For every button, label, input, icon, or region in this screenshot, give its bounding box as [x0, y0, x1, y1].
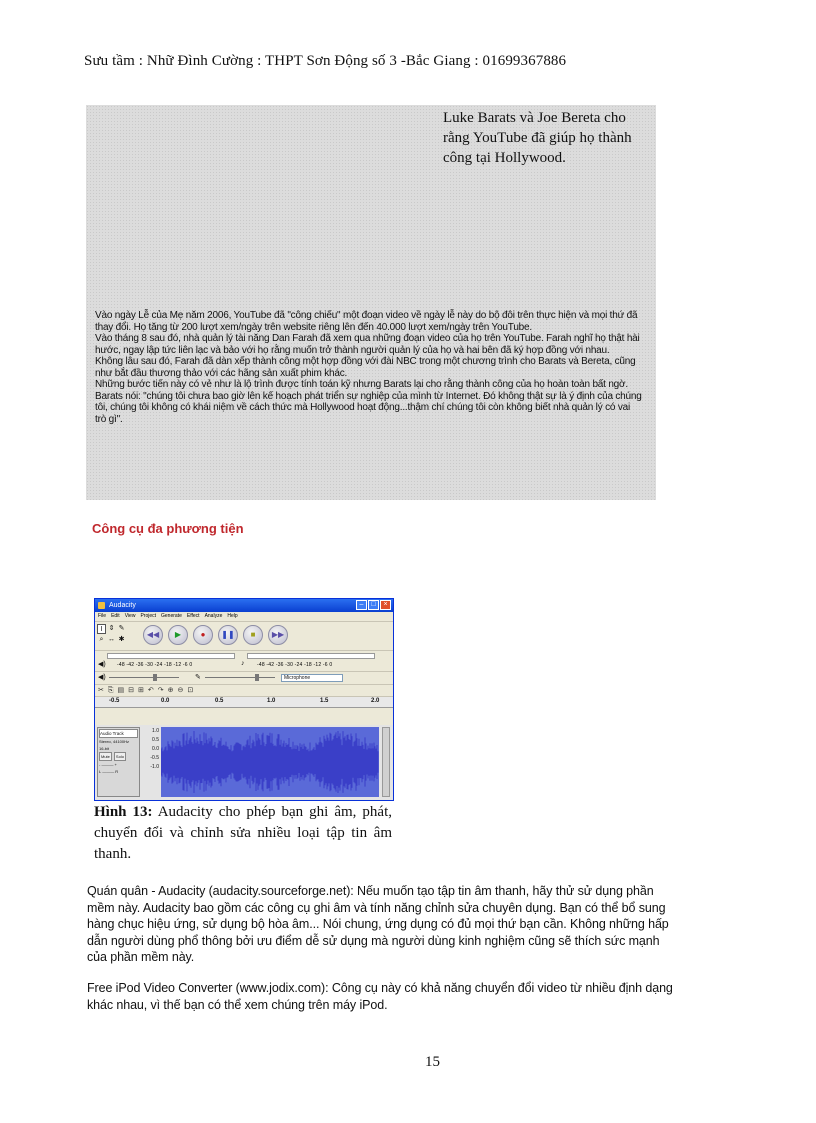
track-info-panel: [97, 727, 140, 797]
photo-placeholder-box: [86, 105, 656, 500]
trim-icon: ⊟: [128, 687, 134, 694]
skip-start-icon: ◀◀: [143, 625, 163, 645]
stop-icon: ■: [243, 625, 263, 645]
ruler-tick: 1.5: [320, 698, 329, 704]
audacity-titlebar: [95, 599, 393, 612]
track-area: [95, 725, 393, 800]
track-y-axis: [141, 727, 159, 797]
section-title: Công cụ đa phương tiện: [92, 521, 244, 536]
solo-button: Solo: [115, 754, 124, 759]
page-header: Sưu tầm : Nhữ Đình Cường : THPT Sơn Động số 3 -Bắc Giang : 01699367886: [84, 53, 567, 69]
figure-text: Audacity cho phép bạn ghi âm, phát, chuyển đổi và chỉnh sửa nhiều loại tập tin âm thanh.: [94, 804, 393, 862]
menu-project: Project: [140, 613, 156, 619]
volume-icon: ◀): [98, 674, 106, 681]
multi-tool-icon: ✱: [118, 636, 125, 643]
menu-edit: Edit: [111, 613, 120, 619]
output-volume-knob: [153, 674, 157, 681]
draw-tool-icon: ✎: [118, 625, 125, 632]
minimize-icon: –: [356, 600, 367, 610]
audio-meters: [95, 651, 393, 672]
maximize-icon: □: [368, 600, 379, 610]
y-tick: -1.0: [150, 764, 159, 770]
story-paragraph: Không lâu sau đó, Farah đã dàn xếp thành công một hợp đồng với đài NBC trong một chương trình cho Barats và Bereta, cũng như bắt đầu thương thảo với các hãng sản xuất phim khác.: [95, 356, 636, 379]
mixer-toolbar: [95, 672, 393, 685]
input-volume-knob: [255, 674, 259, 681]
silence-icon: ⊞: [137, 687, 144, 694]
play-icon: ▶: [168, 625, 188, 645]
audacity-screenshot: [94, 598, 394, 801]
gain-slider: - ——— +: [99, 762, 117, 767]
menu-effect: Effect: [186, 613, 200, 619]
close-icon: ×: [380, 600, 391, 610]
redo-icon: ↷: [157, 687, 164, 694]
paragraph-ipod-converter: Free iPod Video Converter (www.jodix.com): Công cụ này có khả năng chuyển đổi video từ nhiều định dạng khác nhau, vì thế bạn có thể xem chúng trên máy iPod.: [87, 981, 673, 1012]
selection-tool-icon: I: [97, 624, 106, 634]
zoom-tool-icon: ⌕: [99, 636, 104, 643]
audacity-app-icon: [98, 602, 105, 609]
paragraph-audacity: Quán quân - Audacity (audacity.sourceforge.net): Nếu muốn tạo tập tin âm thanh, hãy thử sử dụng phần mềm này. Audacity bao gồm các công cụ ghi âm và tính năng chỉnh sửa chuyên dụng. Bạn có thể bổ sung hàng chục hiệu ứng, sử dụng bộ hòa âm... Nói chung, ứng dụng có đủ mọi thứ bạn cần. Không những hấp dẫn người dùng phổ thông bởi ưu điểm dễ sử dụng mà người dùng kinh nghiệm cũng sẽ thích sức mạnh của phần mềm này.: [87, 884, 669, 964]
figure-caption: [94, 802, 392, 865]
menu-file: File: [98, 613, 107, 619]
input-source-select: Microphone: [281, 674, 343, 682]
timeshift-tool-icon: ↔: [108, 636, 115, 643]
audacity-toolbar: [95, 622, 393, 651]
timeline-ruler: [95, 697, 393, 708]
menu-generate: Generate: [161, 613, 182, 619]
playback-meter: [107, 653, 235, 659]
microphone-icon: ♪: [241, 660, 245, 667]
record-icon: ●: [193, 625, 213, 645]
ruler-tick: 0.5: [215, 698, 224, 704]
zoom-out-icon: ⊖: [177, 687, 184, 694]
y-tick: -0.5: [150, 755, 159, 761]
y-tick: 0.0: [152, 746, 159, 752]
page-number: 15: [425, 1054, 440, 1070]
edit-toolbar: [95, 685, 393, 697]
track-name: Audio Track: [99, 729, 138, 738]
figure-label: Hình 13:: [94, 804, 153, 820]
track-rate: Stereo, 44100Hz: [99, 739, 130, 744]
photo-caption: Luke Barats và Joe Bereta cho rằng YouTube đã giúp họ thành công tại Hollywood.: [443, 110, 632, 166]
track-format: 16-bit: [99, 746, 110, 751]
menu-help: Help: [227, 613, 238, 619]
story-paragraph: Những bước tiến này có vẻ như là lộ trình được tính toán kỹ nhưng Barats lại cho rằng thành công của họ hoàn toàn bất ngờ. Barats nói: "chúng tôi chưa bao giờ lên kế hoạch phát triển sự nghiệp của mình từ Internet. Đó không thật sự là ý định của chúng tôi, chúng tôi không có khái niệm về cách thức mà Hollywood hoạt động...thậm chí chúng tôi còn không biết nhà quản lý có vai trò gì".: [95, 379, 642, 425]
menu-analyze: Analyze: [204, 613, 223, 619]
ruler-tick: 0.0: [161, 698, 170, 704]
waveform-path: [161, 731, 378, 793]
ruler-tick: 2.0: [371, 698, 380, 704]
pause-icon: ❚❚: [218, 625, 238, 645]
y-tick: 1.0: [152, 728, 159, 734]
story-text: [95, 310, 643, 425]
ruler-tick: -0.5: [109, 698, 120, 704]
envelope-tool-icon: ⇕: [108, 625, 115, 632]
input-volume-slider: [205, 677, 275, 678]
mute-button: Mute: [101, 754, 110, 759]
skip-end-icon: ▶▶: [268, 625, 288, 645]
record-meter: [247, 653, 375, 659]
undo-icon: ↶: [147, 687, 154, 694]
copy-icon: ⎘: [107, 687, 114, 694]
pan-slider: L ——— R: [99, 769, 119, 774]
cut-icon: ✂: [98, 687, 104, 694]
story-paragraph: Vào ngày Lễ của Mẹ năm 2006, YouTube đã "công chiếu" một đoạn video về ngày lễ này do bộ đôi trên thực hiện và mọi thứ đã thay đổi. Họ tăng từ 200 lượt xem/ngày trên website riêng lên đến 40.000 lượt xem/ngày trên YouTube.: [95, 310, 638, 333]
zoom-in-icon: ⊕: [167, 687, 174, 694]
audacity-menubar: [95, 612, 393, 622]
story-paragraph: Vào tháng 8 sau đó, nhà quản lý tài năng Dan Farah đã xem qua những đoạn video của họ trên YouTube. Farah nghĩ họ thật hài hước, ngay lập tức liên lạc và bảo với họ rằng muốn trở thành người quản lý của họ và hai bên đã ký hợp đồng với nhau.: [95, 333, 640, 356]
fit-icon: ⊡: [187, 687, 194, 694]
menu-view: View: [124, 613, 136, 619]
meter-scale-left: -48 -42 -36 -30 -24 -18 -12 -6 0: [117, 662, 193, 668]
waveform: [161, 727, 379, 797]
paste-icon: ▤: [117, 687, 125, 694]
audacity-title: Audacity: [109, 602, 136, 609]
mic-volume-icon: ✎: [195, 674, 201, 681]
track-scrollbar: [382, 727, 390, 797]
y-tick: 0.5: [152, 737, 159, 743]
speaker-icon: ◀): [98, 661, 106, 668]
output-volume-slider: [109, 677, 179, 678]
ruler-tick: 1.0: [267, 698, 276, 704]
meter-scale-right: -48 -42 -36 -30 -24 -18 -12 -6 0: [257, 662, 333, 668]
